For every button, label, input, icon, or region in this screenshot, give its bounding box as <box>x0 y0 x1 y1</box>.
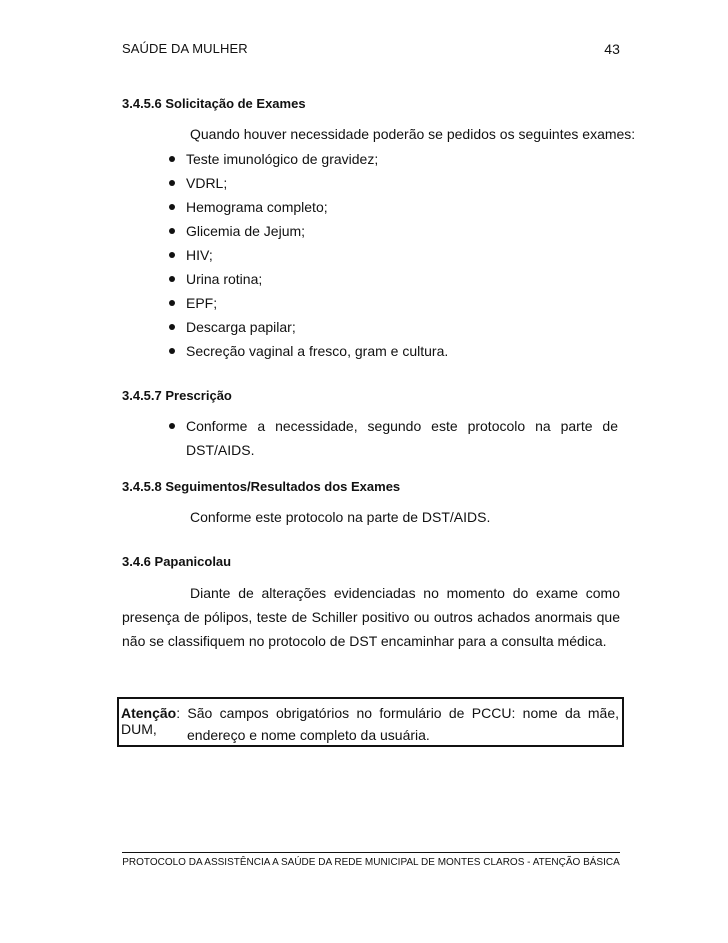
footer-divider <box>122 852 620 853</box>
bullet-icon <box>169 324 175 330</box>
list-item: Glicemia de Jejum; <box>186 219 448 243</box>
bullet-icon <box>169 204 175 210</box>
header-title: SAÚDE DA MULHER <box>122 41 248 56</box>
exames-list <box>186 147 448 363</box>
section-heading-papanicolau: 3.4.6 Papanicolau <box>122 554 232 569</box>
section-heading-seguimentos: 3.4.5.8 Seguimentos/Resultados dos Exames <box>122 479 401 494</box>
list-item: HIV; <box>186 243 448 267</box>
attention-line-2: endereço e nome completo da usuária. <box>187 727 430 743</box>
list-item-continuation: DST/AIDS. <box>186 442 255 458</box>
attention-label: Atenção <box>121 705 177 721</box>
bullet-icon <box>169 180 175 186</box>
prescricao-list <box>186 414 618 462</box>
section-heading-prescricao: 3.4.5.7 Prescrição <box>122 388 232 403</box>
bullet-icon <box>169 300 175 306</box>
page-footer: PROTOCOLO DA ASSISTÊNCIA A SAÚDE DA REDE MUNICIPAL DE MONTES CLAROS - ATENÇÃO BÁSICA <box>122 857 620 868</box>
list-item: VDRL; <box>186 171 448 195</box>
list-item: Hemograma completo; <box>186 195 448 219</box>
page-header <box>122 41 620 56</box>
list-item: Conforme a necessidade, segundo este protocolo na parte de <box>186 414 618 438</box>
list-item: Urina rotina; <box>186 267 448 291</box>
attention-line-1: Atenção: São campos obrigatórios no formulário de PCCU: nome da mãe, DUM, <box>121 705 619 737</box>
bullet-icon <box>169 348 175 354</box>
list-item: Teste imunológico de gravidez; <box>186 147 448 171</box>
bullet-icon <box>169 423 175 429</box>
papanicolau-line-1: Diante de alterações evidenciadas no momento do exame como <box>190 585 620 601</box>
papanicolau-line-2: presença de pólipos, teste de Schiller positivo ou outros achados anormais que <box>122 609 620 625</box>
papanicolau-line-3: não se classifiquem no protocolo de DST encaminhar para a consulta médica. <box>122 633 607 649</box>
section-heading-exames: 3.4.5.6 Solicitação de Exames <box>122 96 306 111</box>
bullet-icon <box>169 156 175 162</box>
list-item: EPF; <box>186 291 448 315</box>
page-number: 43 <box>604 41 620 57</box>
bullet-icon <box>169 228 175 234</box>
seguimentos-text: Conforme este protocolo na parte de DST/AIDS. <box>190 509 491 525</box>
bullet-icon <box>169 276 175 282</box>
list-item: Descarga papilar; <box>186 315 448 339</box>
list-item: Secreção vaginal a fresco, gram e cultura. <box>186 339 448 363</box>
exames-intro: Quando houver necessidade poderão se pedidos os seguintes exames: <box>190 126 636 142</box>
attention-box <box>117 697 624 747</box>
bullet-icon <box>169 252 175 258</box>
